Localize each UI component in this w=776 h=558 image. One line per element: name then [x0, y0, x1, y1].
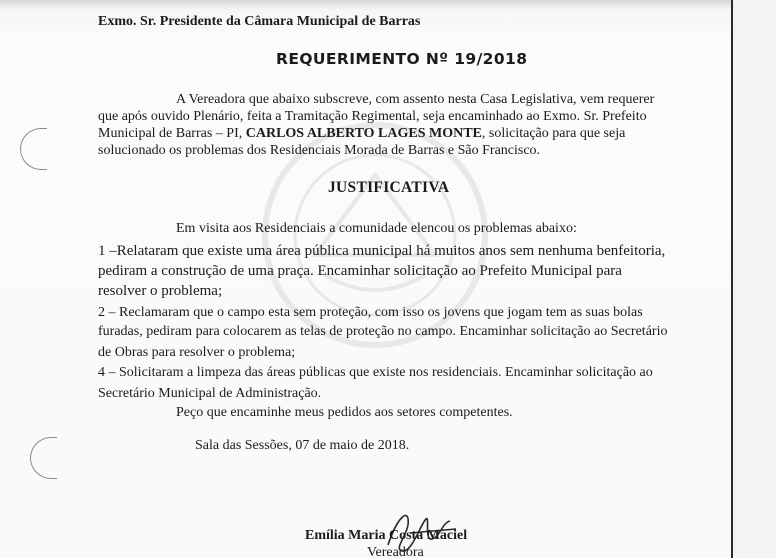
item-line: de Obras para resolver o problema; [98, 345, 296, 360]
mayor-name: CARLOS ALBERTO LAGES MONTE [245, 126, 482, 141]
item-line: Secretário Municipal de Administração. [98, 386, 322, 401]
justification-intro: Em visita aos Residenciais a comunidade elencou os problemas abaixo: [176, 221, 577, 236]
intro-text: Municipal de Barras – PI, [98, 126, 243, 141]
addressee: Exmo. Sr. Presidente da Câmara Municipal de Barras [98, 14, 421, 29]
item-line: 2 – Reclamaram que o campo esta sem proteção, com isso os jovens que jogam tem as suas bolas [98, 305, 643, 320]
item-line: pediram a construção de uma praça. Encaminhar solicitação ao Prefeito Municipal para [98, 263, 622, 279]
place-date: Sala das Sessões, 07 de maio de 2018. [195, 438, 410, 453]
signer-role: Vereadora [367, 545, 424, 558]
intro-line: A Vereadora que abaixo subscreve, com assento nesta Casa Legislativa, vem requerer [176, 92, 655, 107]
punch-hole-icon [30, 437, 57, 479]
item-line: 4 – Solicitaram a limpeza das áreas públicas que existe nos residenciais. Encaminhar solicitação ao [98, 365, 653, 380]
intro-line: que após ouvido Plenário, feita a Tramitação Regimental, seja encaminhado ao Exmo. Sr. Prefeito [98, 109, 647, 124]
right-margin [733, 0, 776, 558]
item-line: furadas, pediram para colocarem as telas de proteção no campo. Encaminhar solicitação ao Secretário [98, 324, 668, 339]
intro-text: , solicitação para que seja [481, 126, 626, 141]
intro-line: solucionado os problemas dos Residenciais Morada de Barras e São Francisco. [98, 143, 541, 158]
signer-name: Emília Maria Costa Maciel [305, 528, 468, 543]
justification-heading: JUSTIFICATIVA [328, 179, 450, 196]
punch-hole-icon [20, 128, 47, 170]
document-title: REQUERIMENTO Nº 19/2018 [276, 50, 528, 68]
item-line: resolver o problema; [98, 283, 223, 299]
intro-line [98, 125, 625, 142]
closing-line: Peço que encaminhe meus pedidos aos setores competentes. [176, 405, 513, 420]
item-line: 1 –Relataram que existe uma área pública municipal há muitos anos sem nenhuma benfeitoria, [98, 243, 666, 259]
